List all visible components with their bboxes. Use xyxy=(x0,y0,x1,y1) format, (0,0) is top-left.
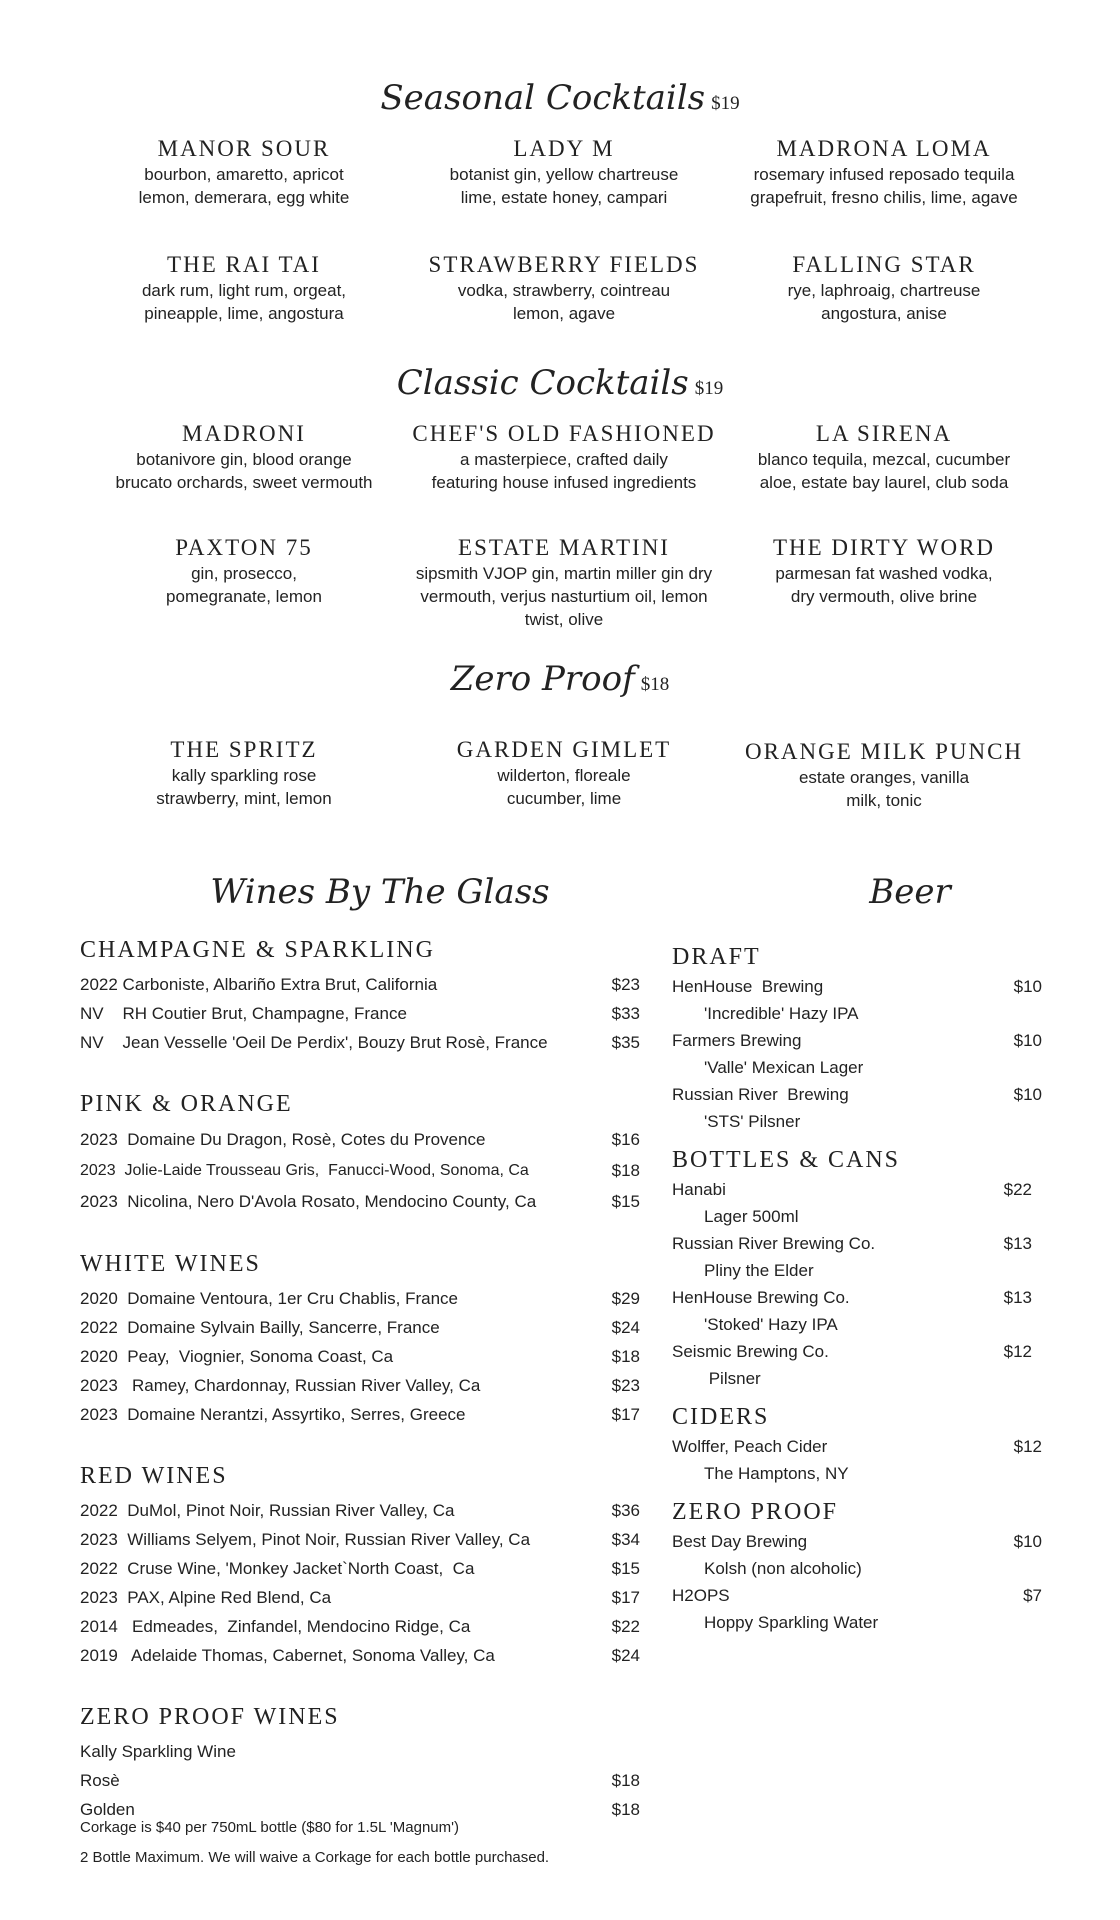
cocktail-name: MADRONA LOMA xyxy=(776,136,992,161)
corkage-line-2: 2 Bottle Maximum. We will waive a Corkage for each bottle purchased. xyxy=(80,1849,550,1866)
beer-price: $7 xyxy=(1023,1586,1042,1605)
wine-price: $34 xyxy=(611,1530,640,1549)
beer-list xyxy=(672,944,1042,1636)
beer-style: Lager 500ml xyxy=(704,1207,799,1226)
wine-name: 2023 Williams Selyem, Pinot Noir, Russian River Valley, Ca xyxy=(80,1530,531,1549)
wine-price: $24 xyxy=(611,1646,640,1665)
cocktail-desc: brucato orchards, sweet vermouth xyxy=(115,473,373,492)
list-item xyxy=(672,1433,1042,1460)
seasonal-price: $19 xyxy=(711,93,740,114)
cocktail-desc: kally sparkling rose xyxy=(171,766,317,785)
cocktail-desc: featuring house infused ingredients xyxy=(431,473,697,492)
wine-price: $17 xyxy=(611,1588,640,1607)
beer-name: HenHouse Brewing Co. xyxy=(672,1288,850,1307)
wine-name: Kally Sparkling Wine xyxy=(80,1742,236,1761)
wine-price: $35 xyxy=(611,1033,640,1052)
beer-style: Pliny the Elder xyxy=(704,1261,814,1280)
beer-category: BOTTLES & CANS xyxy=(672,1147,901,1173)
cocktail-desc: twist, olive xyxy=(524,610,604,629)
wine-name: 2022 Carboniste, Albariño Extra Brut, California xyxy=(80,975,438,994)
cocktail-desc: dark rum, light rum, orgeat, xyxy=(141,281,347,300)
wine-name: 2020 Domaine Ventoura, 1er Cru Chablis, France xyxy=(80,1289,458,1308)
wine-price: $18 xyxy=(611,1771,640,1790)
cocktail-desc: gin, prosecco, xyxy=(191,564,297,583)
list-item xyxy=(80,1313,640,1342)
cocktail-name: THE DIRTY WORD xyxy=(772,535,996,560)
list-item xyxy=(80,999,640,1028)
wine-category: CHAMPAGNE & SPARKLING xyxy=(80,937,435,963)
cocktail-desc: angostura, anise xyxy=(821,304,947,323)
beer-price: $10 xyxy=(1013,1031,1042,1050)
wine-price: $33 xyxy=(611,1004,640,1023)
beer-price: $13 xyxy=(1003,1234,1032,1253)
wine-price: $24 xyxy=(611,1318,640,1337)
list-item xyxy=(80,1554,640,1583)
cocktail-name: THE RAI TAI xyxy=(167,252,321,277)
beer-style: 'STS' Pilsner xyxy=(704,1112,801,1131)
list-item xyxy=(672,1176,1042,1203)
wine-name: 2023 Jolie-Laide Trousseau Gris, Fanucci-Wood, Sonoma, Ca xyxy=(80,1162,529,1179)
beer-price: $10 xyxy=(1013,1085,1042,1104)
wine-name: 2019 Adelaide Thomas, Cabernet, Sonoma Valley, Ca xyxy=(80,1646,495,1665)
seasonal-title: Seasonal Cocktails xyxy=(380,78,706,118)
wine-price: $36 xyxy=(611,1501,640,1520)
cocktail-desc: dry vermouth, olive brine xyxy=(790,587,978,606)
wine-price: $15 xyxy=(611,1192,640,1211)
cocktail-desc: pineapple, lime, angostura xyxy=(144,304,344,323)
wine-name: 2020 Peay, Viognier, Sonoma Coast, Ca xyxy=(80,1347,394,1366)
beer-name: Seismic Brewing Co. xyxy=(672,1342,829,1361)
wine-name: Rosè xyxy=(80,1771,120,1790)
cocktail-name: LA SIRENA xyxy=(815,421,953,446)
beer-price: $12 xyxy=(1013,1437,1042,1456)
wine-name: 2022 Cruse Wine, 'Monkey Jacket`North Coast, Ca xyxy=(80,1559,475,1578)
cocktail-item xyxy=(84,135,404,209)
cocktail-desc: lemon, demerara, egg white xyxy=(138,188,350,207)
cocktail-name: CHEF'S OLD FASHIONED xyxy=(412,421,716,446)
list-item xyxy=(80,1737,640,1766)
classic-title: Classic Cocktails xyxy=(396,363,689,403)
wine-category: ZERO PROOF WINES xyxy=(80,1704,340,1730)
cocktail-item xyxy=(404,135,724,209)
beer-style: Pilsner xyxy=(704,1369,761,1388)
beer-name: Best Day Brewing xyxy=(672,1532,808,1551)
cocktail-desc: rye, laphroaig, chartreuse xyxy=(787,281,981,300)
list-item xyxy=(672,1081,1042,1108)
classic-cocktail-grid xyxy=(84,420,1044,631)
cocktail-desc: sipsmith VJOP gin, martin miller gin dry xyxy=(415,564,713,583)
cocktail-desc: lime, estate honey, campari xyxy=(460,188,668,207)
cocktail-item xyxy=(724,738,1044,812)
corkage-line-1: Corkage is $40 per 750mL bottle ($80 for 1.5L 'Magnum') xyxy=(80,1819,459,1836)
cocktail-item xyxy=(84,736,404,812)
cocktail-name: MANOR SOUR xyxy=(157,136,331,161)
wine-price xyxy=(590,1737,640,1766)
cocktail-item xyxy=(404,534,724,631)
cocktail-desc: lemon, agave xyxy=(512,304,616,323)
wine-name: 2023 Domaine Du Dragon, Rosè, Cotes du Provence xyxy=(80,1130,486,1149)
beer-name: Wolffer, Peach Cider xyxy=(672,1437,828,1456)
wine-name: NV Jean Vesselle 'Oeil De Perdix', Bouzy Brut Rosè, France xyxy=(80,1033,548,1052)
beer-style: 'Valle' Mexican Lager xyxy=(704,1058,864,1077)
beer-price: $10 xyxy=(1013,977,1042,996)
cocktail-name: PAXTON 75 xyxy=(175,535,313,560)
zero-proof-heading xyxy=(0,659,1120,699)
cocktail-desc: estate oranges, vanilla xyxy=(798,768,970,787)
list-item xyxy=(80,1371,640,1400)
wine-price: $18 xyxy=(611,1800,640,1819)
seasonal-cocktail-grid xyxy=(84,135,1044,325)
wine-name: NV RH Coutier Brut, Champagne, France xyxy=(80,1004,407,1023)
cocktail-desc: vermouth, verjus nasturtium oil, lemon xyxy=(420,587,708,606)
wine-price: $16 xyxy=(611,1130,640,1149)
list-item xyxy=(672,1230,1042,1257)
cocktail-name: ORANGE MILK PUNCH xyxy=(744,739,1024,764)
wine-price: $29 xyxy=(611,1289,640,1308)
cocktail-desc: parmesan fat washed vodka, xyxy=(775,564,993,583)
beer-price: $10 xyxy=(1013,1532,1042,1551)
wine-name: 2023 PAX, Alpine Red Blend, Ca xyxy=(80,1588,332,1607)
beer-category: CIDERS xyxy=(672,1404,770,1430)
list-item xyxy=(672,1338,1042,1365)
cocktail-item xyxy=(724,251,1044,325)
cocktail-item xyxy=(404,420,724,494)
list-item xyxy=(80,1186,640,1217)
wine-price: $18 xyxy=(611,1161,640,1180)
list-item xyxy=(672,1528,1042,1555)
wines-list xyxy=(80,937,640,1824)
cocktail-desc: strawberry, mint, lemon xyxy=(156,789,332,808)
cocktail-item xyxy=(724,420,1044,494)
cocktail-name: GARDEN GIMLET xyxy=(456,737,672,762)
cocktail-desc: vodka, strawberry, cointreau xyxy=(457,281,671,300)
beer-style: Kolsh (non alcoholic) xyxy=(704,1559,862,1578)
list-item xyxy=(80,1400,640,1429)
cocktail-item xyxy=(84,420,404,494)
cocktail-desc: rosemary infused reposado tequila xyxy=(753,165,1015,184)
wine-category: RED WINES xyxy=(80,1463,228,1489)
beer-style: 'Stoked' Hazy IPA xyxy=(704,1315,838,1334)
cocktail-item xyxy=(84,534,404,631)
list-item xyxy=(80,1284,640,1313)
list-item xyxy=(80,1641,640,1670)
list-item xyxy=(80,1342,640,1371)
cocktail-name: FALLING STAR xyxy=(792,252,976,277)
beer-style: Hoppy Sparkling Water xyxy=(704,1613,879,1632)
beer-style: 'Incredible' Hazy IPA xyxy=(704,1004,859,1023)
wine-price: $22 xyxy=(611,1617,640,1636)
wine-name: 2022 Domaine Sylvain Bailly, Sancerre, France xyxy=(80,1318,440,1337)
cocktail-item xyxy=(404,251,724,325)
cocktail-item xyxy=(404,736,724,812)
list-item xyxy=(80,1612,640,1641)
classic-cocktails-heading xyxy=(0,363,1120,403)
wine-category: PINK & ORANGE xyxy=(80,1091,293,1117)
list-item xyxy=(80,1028,640,1057)
beer-name: Russian River Brewing Co. xyxy=(672,1234,876,1253)
beer-name: Farmers Brewing xyxy=(672,1031,802,1050)
cocktail-desc: cucumber, lime xyxy=(506,789,622,808)
beer-price: $13 xyxy=(1003,1288,1032,1307)
beer-category: DRAFT xyxy=(672,944,761,970)
cocktail-name: ESTATE MARTINI xyxy=(458,535,670,560)
beer-price: $12 xyxy=(1003,1342,1032,1361)
cocktail-desc: grapefruit, fresno chilis, lime, agave xyxy=(750,188,1018,207)
wines-by-the-glass-heading: Wines By The Glass xyxy=(210,872,550,912)
cocktail-name: MADRONI xyxy=(182,421,306,446)
list-item xyxy=(80,1525,640,1554)
seasonal-cocktails-heading xyxy=(0,78,1120,118)
cocktail-item xyxy=(724,135,1044,209)
wine-name: 2014 Edmeades, Zinfandel, Mendocino Ridge, Ca xyxy=(80,1617,471,1636)
list-item xyxy=(672,973,1042,1000)
zero-proof-cocktail-grid xyxy=(84,736,1044,812)
list-item xyxy=(80,1766,640,1795)
cocktail-name: STRAWBERRY FIELDS xyxy=(428,252,700,277)
list-item xyxy=(80,1124,640,1155)
list-item xyxy=(672,1582,1042,1609)
list-item xyxy=(672,1284,1042,1311)
beer-name: HenHouse Brewing xyxy=(672,977,824,996)
wine-category: WHITE WINES xyxy=(80,1251,261,1277)
beer-price: $22 xyxy=(1003,1180,1032,1199)
beer-style: The Hamptons, NY xyxy=(704,1464,849,1483)
beer-name: H2OPS xyxy=(672,1586,730,1605)
zero-proof-price: $18 xyxy=(640,674,670,695)
cocktail-item xyxy=(724,534,1044,631)
list-item xyxy=(80,970,640,999)
cocktail-desc: aloe, estate bay laurel, club soda xyxy=(759,473,1009,492)
wine-name: Golden xyxy=(80,1800,135,1819)
wine-name: 2023 Nicolina, Nero D'Avola Rosato, Mendocino County, Ca xyxy=(80,1192,537,1211)
cocktail-item xyxy=(84,251,404,325)
wine-price: $17 xyxy=(611,1405,640,1424)
list-item xyxy=(80,1155,640,1186)
beer-name: Russian River Brewing xyxy=(672,1085,849,1104)
cocktail-desc: milk, tonic xyxy=(846,791,922,810)
cocktail-desc: botanist gin, yellow chartreuse xyxy=(449,165,679,184)
list-item xyxy=(672,1027,1042,1054)
beer-category: ZERO PROOF xyxy=(672,1499,839,1525)
beer-name: Hanabi xyxy=(672,1180,726,1199)
corkage-note xyxy=(80,1813,549,1873)
wine-price: $15 xyxy=(611,1559,640,1578)
wine-price: $18 xyxy=(611,1347,640,1366)
list-item xyxy=(80,1496,640,1525)
wine-price: $23 xyxy=(611,975,640,994)
cocktail-desc: wilderton, floreale xyxy=(497,766,631,785)
wine-name: 2023 Ramey, Chardonnay, Russian River Valley, Ca xyxy=(80,1376,481,1395)
cocktail-desc: a masterpiece, crafted daily xyxy=(460,450,668,469)
list-item xyxy=(80,1583,640,1612)
zero-proof-title: Zero Proof xyxy=(450,659,635,699)
cocktail-desc: pomegranate, lemon xyxy=(166,587,322,606)
wine-name: 2022 DuMol, Pinot Noir, Russian River Valley, Ca xyxy=(80,1501,455,1520)
beer-heading: Beer xyxy=(869,872,951,912)
cocktail-desc: blanco tequila, mezcal, cucumber xyxy=(757,450,1011,469)
cocktail-desc: botanivore gin, blood orange xyxy=(136,450,352,469)
cocktail-desc: bourbon, amaretto, apricot xyxy=(144,165,344,184)
classic-price: $19 xyxy=(694,378,724,399)
wine-price: $23 xyxy=(611,1376,640,1395)
cocktail-name: THE SPRITZ xyxy=(170,737,318,762)
wine-name: 2023 Domaine Nerantzi, Assyrtiko, Serres, Greece xyxy=(80,1405,466,1424)
cocktail-name: LADY M xyxy=(513,136,615,161)
